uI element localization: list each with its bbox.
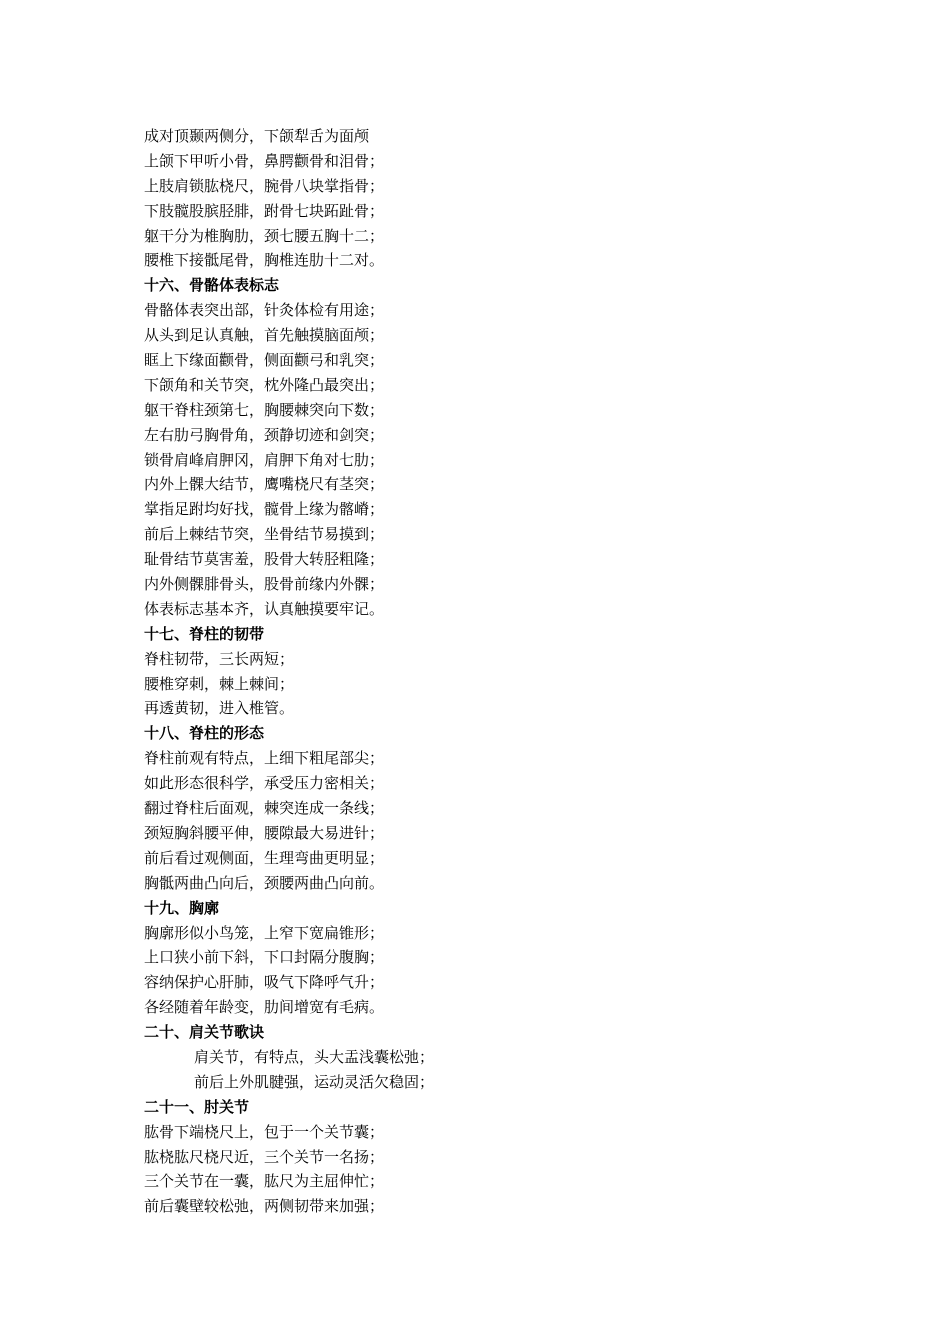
verse-line: 下颌角和关节突，枕外隆凸最突出； [144, 375, 385, 394]
verse-line: 胸廓形似小鸟笼，上窄下宽扁锥形； [144, 923, 385, 942]
verse-line: 肱骨下端桡尺上，包于一个关节囊； [144, 1122, 385, 1141]
verse-line: 左右肋弓胸骨角，颈静切迹和剑突； [144, 425, 385, 444]
document-page [144, 124, 904, 1219]
verse-line: 内外侧髁腓骨头，股骨前缘内外髁； [144, 575, 385, 594]
verse-line: 上肢肩锁肱桡尺，腕骨八块掌指骨； [144, 176, 385, 195]
verse-line: 成对顶颞两侧分，下颌犁舌为面颅 [144, 127, 370, 145]
verse-line: 躯干分为椎胸肋，颈七腰五胸十二； [144, 226, 385, 245]
verse-line: 掌指足跗均好找，髋骨上缘为髂嵴； [144, 500, 385, 519]
verse-line: 眶上下缘面颧骨，侧面颧弓和乳突； [144, 351, 385, 370]
verse-line: 前后看过观侧面，生理弯曲更明显； [144, 848, 385, 867]
verse-line: 前后上棘结节突，坐骨结节易摸到； [144, 525, 385, 544]
verse-line: 上颌下甲听小骨，鼻腭颧骨和泪骨； [144, 151, 385, 170]
section-heading: 二十一、肘关节 [144, 1097, 250, 1116]
verse-line: 如此形态很科学，承受压力密相关； [144, 774, 385, 793]
verse-line: 脊柱前观有特点，上细下粗尾部尖； [144, 749, 385, 768]
verse-line: 上口狭小前下斜，下口封隔分腹胸； [144, 948, 385, 967]
verse-line: 各经随着年龄变，肋间增宽有毛病。 [144, 998, 385, 1017]
verse-line: 再透黄韧，进入椎管。 [144, 699, 295, 718]
section-heading: 十六、骨骼体表标志 [144, 276, 280, 295]
verse-line: 颈短胸斜腰平伸，腰隙最大易进针； [144, 823, 385, 842]
verse-line: 前后囊壁较松弛，两侧韧带来加强； [144, 1197, 385, 1216]
verse-line: 肱桡肱尺桡尺近，三个关节一名扬； [144, 1147, 385, 1166]
verse-line: 翻过脊柱后面观，棘突连成一条线； [144, 799, 385, 818]
section-heading: 十九、胸廓 [144, 898, 220, 917]
verse-line: 耻骨结节莫害羞，股骨大转胫粗隆； [144, 550, 385, 569]
verse-line: 骨骼体表突出部，针灸体检有用途； [144, 301, 385, 320]
verse-line: 锁骨肩峰肩胛冈，肩胛下角对七肋； [144, 450, 385, 469]
verse-line: 下肢髋股膑胫腓，跗骨七块跖趾骨； [144, 201, 385, 220]
verse-line: 前后上外肌腱强，运动灵活欠稳固； [194, 1072, 435, 1091]
verse-line: 躯干脊柱颈第七，胸腰棘突向下数； [144, 400, 385, 419]
verse-line: 容纳保护心肝肺，吸气下降呼气升； [144, 973, 385, 992]
verse-line: 体表标志基本齐，认真触摸要牢记。 [144, 599, 385, 618]
verse-line: 脊柱韧带，三长两短； [144, 649, 295, 668]
verse-line: 内外上髁大结节，鹰嘴桡尺有茎突； [144, 475, 385, 494]
verse-line: 胸骶两曲凸向后，颈腰两曲凸向前。 [144, 873, 385, 892]
verse-line: 从头到足认真触，首先触摸脑面颅； [144, 326, 385, 345]
verse-line: 三个关节在一囊，肱尺为主屈伸忙； [144, 1172, 385, 1191]
verse-line: 腰椎下接骶尾骨，胸椎连肋十二对。 [144, 251, 385, 270]
verse-line: 肩关节，有特点，头大盂浅囊松弛； [194, 1047, 435, 1066]
verse-line: 腰椎穿刺，棘上棘间； [144, 674, 295, 693]
section-heading: 十八、脊柱的形态 [144, 724, 265, 743]
section-heading: 十七、脊柱的韧带 [144, 624, 265, 643]
section-heading: 二十、肩关节歌诀 [144, 1023, 265, 1042]
